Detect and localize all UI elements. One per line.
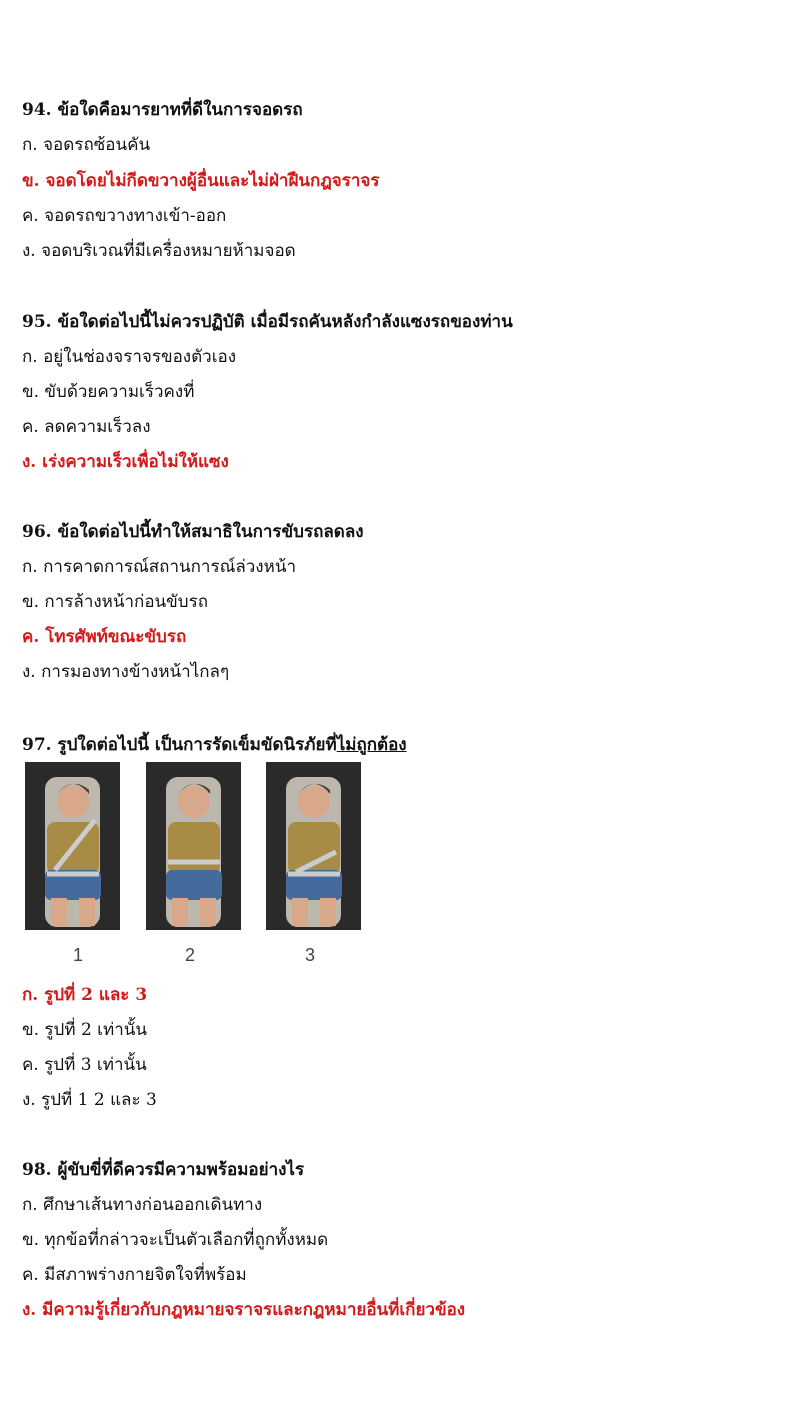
correct-option: ง. เร่งความเร็วเพื่อไม่ให้แซง [22,452,229,472]
option: ก. จอดรถซ้อนคัน [22,135,151,155]
option: ข. การล้างหน้าก่อนขับรถ [22,592,208,612]
correct-option: ค. โทรศัพท์ขณะขับรถ [22,627,187,647]
option: ก. ศึกษาเส้นทางก่อนออกเดินทาง [22,1195,263,1215]
option: ก. อยู่ในช่องจราจรของตัวเอง [22,347,237,367]
question-97-title [22,734,407,756]
option: ง. จอดบริเวณที่มีเครื่องหมายห้ามจอด [22,241,296,261]
correct-option: ก. รูปที่ 2 และ 3 [22,985,148,1005]
option: ข. ทุกข้อที่กล่าวจะเป็นตัวเลือกที่ถูกทั้งหมด [22,1230,329,1250]
option: ข. ขับด้วยความเร็วคงที่ [22,382,195,402]
correct-option: ง. มีความรู้เกี่ยวกับกฎหมายจราจรและกฎหมายอื่นที่เกี่ยวข้อง [22,1300,466,1320]
seatbelt-figure-3 [266,762,361,930]
figure-label-3: 3 [304,945,315,965]
question-97-title-underlined: ไม่ถูกต้อง [336,735,407,755]
option: ง. รูปที่ 1 2 และ 3 [22,1090,157,1110]
seatbelt-figure-2 [146,762,241,930]
option: ง. การมองทางข้างหน้าไกลๆ [22,662,230,682]
option: ค. จอดรถขวางทางเข้า-ออก [22,206,227,226]
question-97-title-text: 97. รูปใดต่อไปนี้ เป็นการรัดเข็มขัดนิรภัยที่ [22,735,337,755]
option: ก. การคาดการณ์สถานการณ์ล่วงหน้า [22,557,296,577]
option: ค. รูปที่ 3 เท่านั้น [22,1055,147,1075]
option: ข. รูปที่ 2 เท่านั้น [22,1020,147,1040]
question-96-title: 96. ข้อใดต่อไปนี้ทำให้สมาธิในการขับรถลดลง [22,522,364,542]
option: ค. มีสภาพร่างกายจิตใจที่พร้อม [22,1265,247,1285]
option: ค. ลดความเร็วลง [22,417,151,437]
question-95-title: 95. ข้อใดต่อไปนี้ไม่ควรปฏิบัติ เมื่อมีรถคันหลังกำลังแซงรถของท่าน [22,312,513,332]
question-98-title: 98. ผู้ขับขี่ที่ดีควรมีความพร้อมอย่างไร [22,1160,305,1180]
question-94-title: 94. ข้อใดคือมารยาทที่ดีในการจอดรถ [22,100,303,120]
correct-option: ข. จอดโดยไม่กีดขวางผู้อื่นและไม่ฝ่าฝืนกฎจราจร [22,171,380,191]
figure-label-1: 1 [72,945,83,965]
seatbelt-figure-1 [25,762,120,930]
figure-label-2: 2 [184,945,195,965]
